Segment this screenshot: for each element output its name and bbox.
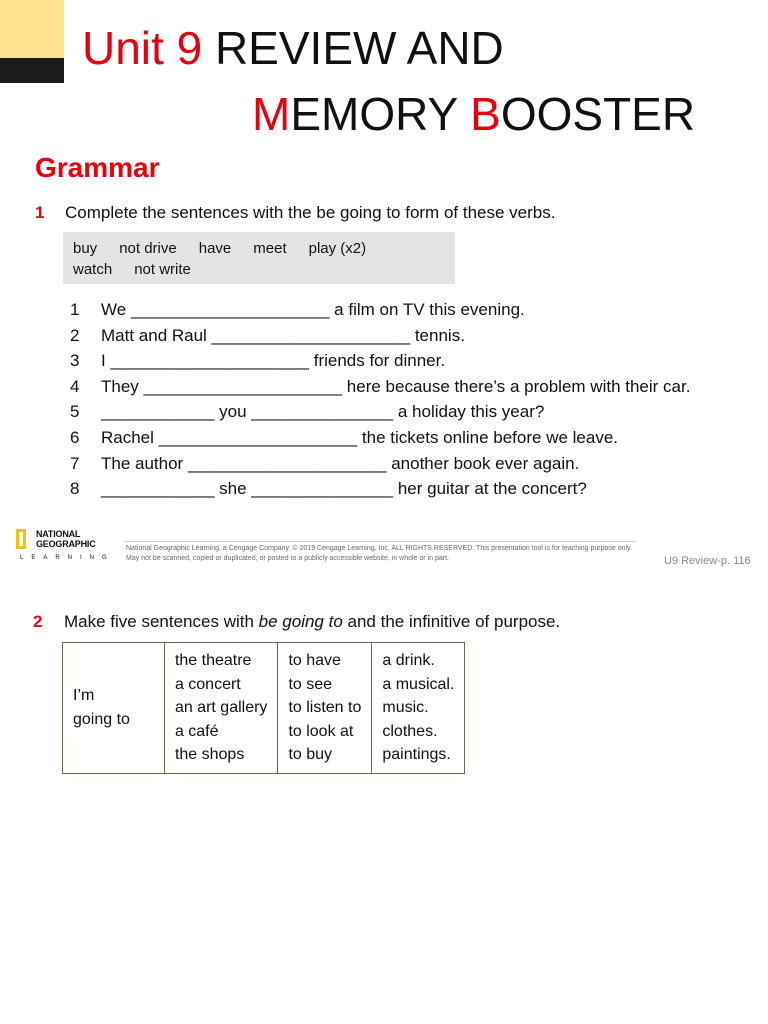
- table-cell-objects: [372, 643, 465, 774]
- word-item: play (x2): [308, 240, 367, 257]
- exercise-1-number: 1: [35, 203, 45, 222]
- instruction-text: and the infinitive of purpose.: [342, 612, 561, 631]
- sentence-text: We _____________________ a film on TV this evening.: [101, 300, 525, 319]
- decorative-yellow-block: [0, 0, 64, 58]
- sentence-item: [70, 425, 710, 451]
- cell-line: the theatre: [174, 652, 252, 669]
- exercise-1-instruction: Complete the sentences with the be going to form of these verbs.: [65, 203, 556, 222]
- word-item: buy: [73, 240, 98, 257]
- section-heading-grammar: Grammar: [35, 152, 160, 183]
- word-item: not drive: [119, 240, 177, 257]
- cell-line: to listen to: [288, 699, 362, 717]
- national-geographic-learning-logo: [16, 528, 116, 564]
- yellow-frame-icon: [16, 529, 26, 549]
- cell-line: paintings.: [382, 746, 451, 764]
- word-box-row-1: [73, 238, 445, 259]
- exercise-2-instruction: [64, 612, 560, 632]
- cell-line: an art gallery: [174, 699, 268, 717]
- copyright-notice: National Geographic Learning, a Cengage Company. © 2019 Cengage Learning, Inc. ALL RIGHTS RESERVED. This presentation tool is for teaching purpose only. May not be scanned, copied or duplicated, or posted to a publicly accessible website, in whole or in part.: [126, 545, 632, 562]
- sentence-item: [70, 297, 710, 323]
- cell-line: to see: [288, 675, 333, 693]
- logo-text-geographic: GEOGRAPHIC: [36, 539, 96, 549]
- cell-line: music.: [382, 699, 429, 717]
- word-item: not write: [134, 261, 191, 278]
- sentence-number: 7: [70, 453, 80, 473]
- exercise-1-sentence-list: [70, 297, 710, 502]
- title-ooster: OOSTER: [500, 88, 696, 140]
- sentence-item: [70, 476, 710, 502]
- sentence-text: Matt and Raul _____________________ tennis.: [101, 325, 465, 345]
- cell-line: to look at: [288, 722, 354, 740]
- sentence-number: 3: [70, 351, 80, 371]
- cell-line: clothes.: [382, 722, 438, 740]
- decorative-black-block: [0, 58, 64, 83]
- sentence-item: [70, 374, 710, 400]
- footer-divider: [124, 541, 636, 542]
- word-box-row-2: [73, 259, 445, 280]
- cell-line: I’m: [73, 687, 95, 705]
- unit-label: Unit 9: [82, 22, 203, 74]
- sentence-item: [70, 451, 710, 477]
- sentence-number: 6: [70, 427, 80, 447]
- cell-line: a concert: [174, 675, 241, 693]
- sentence-text: Rachel _____________________ the tickets online before we leave.: [101, 427, 619, 447]
- sentence-number: 8: [70, 479, 80, 499]
- word-item: watch: [73, 261, 113, 278]
- page-reference: U9 Review-p. 116: [664, 555, 751, 567]
- sentence-number: 2: [70, 325, 80, 345]
- sentence-item: [70, 323, 710, 349]
- cell-line: a café: [174, 722, 219, 740]
- page-title-line-2: [252, 86, 695, 142]
- cell-line: a drink.: [382, 652, 435, 669]
- cell-line: the shops: [174, 746, 245, 764]
- cell-line: to have: [288, 652, 341, 669]
- sentence-item: [70, 348, 710, 374]
- sentence-text: They _____________________ here because there’s a problem with their car.: [101, 376, 691, 396]
- sentence-text: ____________ you _______________ a holiday this year?: [101, 402, 545, 422]
- infinitive-of-purpose-table: [62, 642, 465, 774]
- logo-text-national: NATIONAL: [36, 529, 81, 539]
- title-review-and: REVIEW AND: [202, 22, 504, 74]
- table-cell-subject: [63, 643, 165, 774]
- instruction-italic: be going to: [258, 612, 343, 631]
- sentence-text: The author _____________________ another book ever again.: [101, 453, 580, 473]
- sentence-text: I _____________________ friends for dinner.: [101, 351, 446, 371]
- instruction-text: Make five sentences with: [64, 612, 259, 631]
- sentence-text: ____________ she _______________ her guitar at the concert?: [101, 479, 587, 499]
- sentence-number: 4: [70, 376, 80, 396]
- logo-text-learning: LEARNING: [20, 555, 115, 561]
- table-cell-verbs: [278, 643, 372, 774]
- sentence-number: 5: [70, 402, 80, 422]
- exercise-2-number: 2: [33, 612, 43, 631]
- title-m-letter: M: [252, 88, 291, 140]
- cell-line: a musical.: [382, 675, 455, 693]
- word-item: have: [198, 240, 232, 257]
- word-box: [63, 232, 455, 284]
- sentence-number: 1: [70, 300, 80, 319]
- table-cell-places: [164, 643, 278, 774]
- cell-line: going to: [73, 710, 130, 728]
- word-item: meet: [253, 240, 287, 257]
- sentence-item: [70, 399, 710, 425]
- cell-line: to buy: [288, 746, 333, 764]
- page-title-line-1: [82, 20, 504, 76]
- table-row: [63, 643, 465, 774]
- title-emory: EMORY: [290, 88, 471, 140]
- title-b-letter: B: [470, 88, 501, 140]
